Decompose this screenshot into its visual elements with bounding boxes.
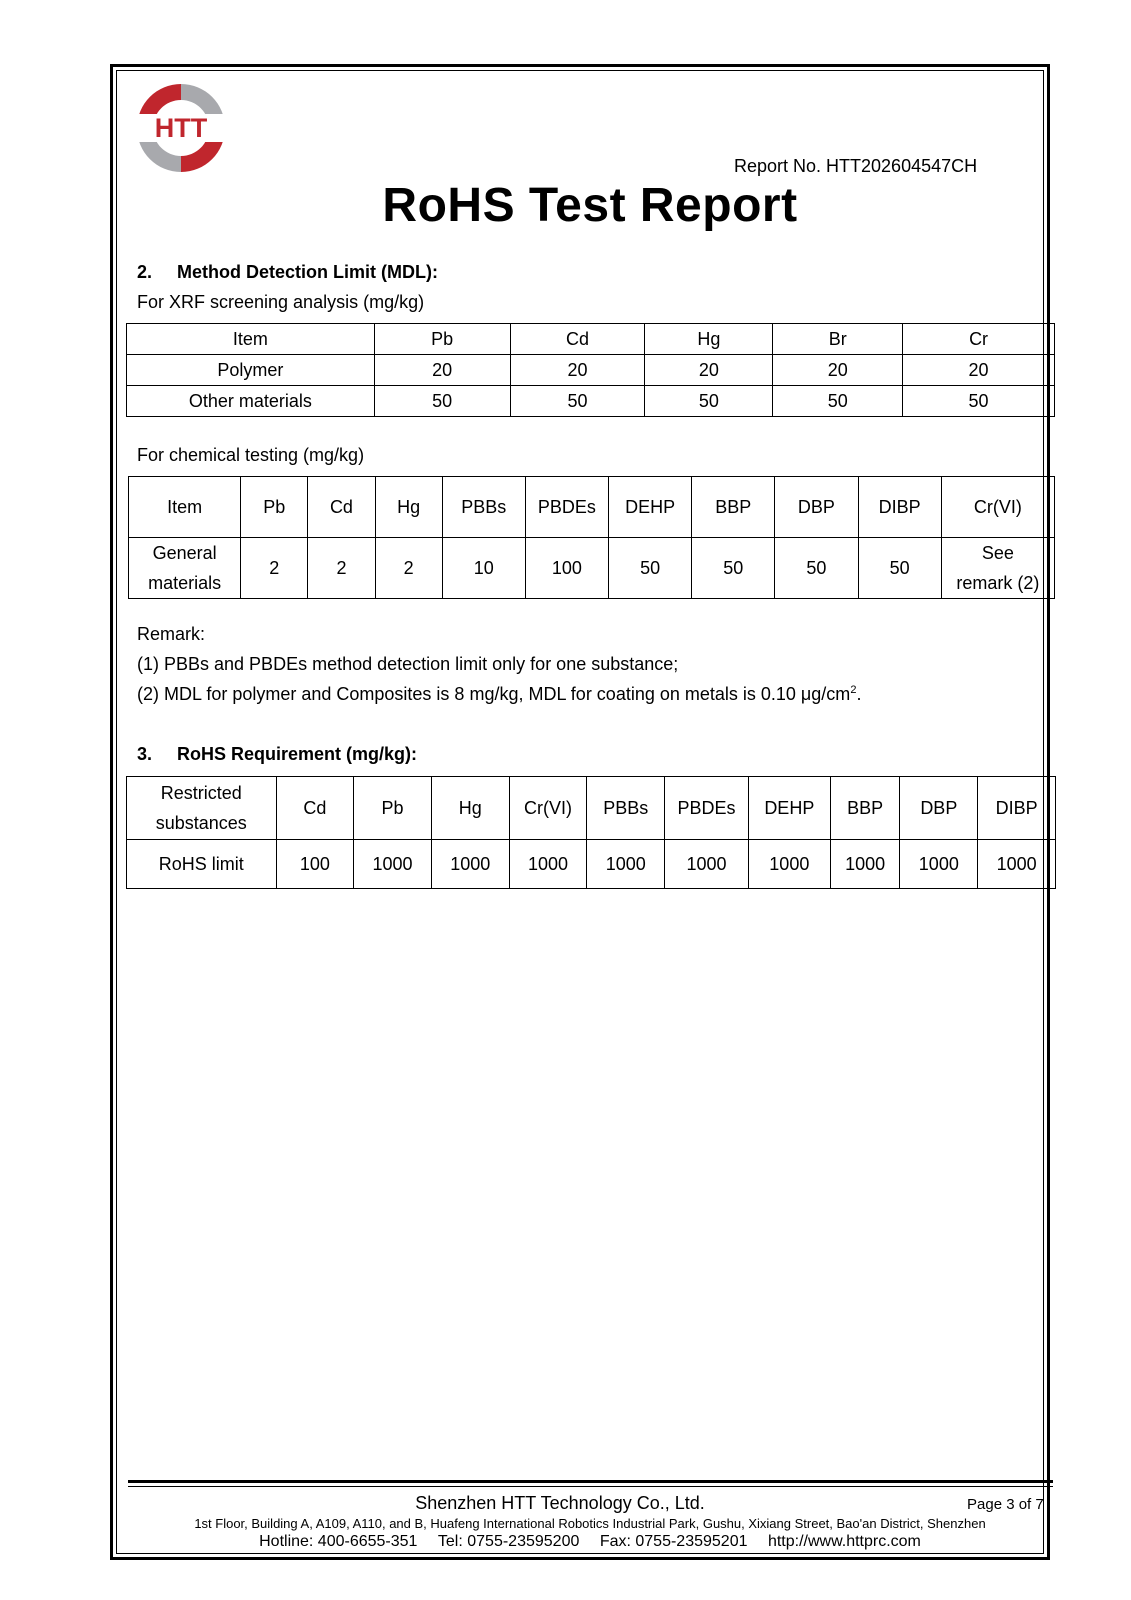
table-cell: Pb: [241, 477, 308, 538]
table-cell: DIBP: [858, 477, 941, 538]
table-cell: Item: [127, 324, 375, 355]
table-cell: Cd: [276, 777, 354, 840]
table-cell: 1000: [431, 840, 509, 889]
xrf-caption: For XRF screening analysis (mg/kg): [137, 292, 425, 312]
table-cell: 20: [510, 355, 645, 386]
table-cell: 50: [510, 386, 645, 417]
table-cell: 100: [276, 840, 354, 889]
table-cell: DBP: [775, 477, 858, 538]
table-cell: 1000: [665, 840, 749, 889]
table-cell: 50: [374, 386, 510, 417]
footer-divider: [128, 1480, 1053, 1483]
remark-2-text: (2) MDL for polymer and Composites is 8 mg/kg, MDL for coating on metals is 0.10 μg/cm: [137, 684, 851, 704]
header-line: Restricted: [160, 783, 242, 803]
table-cell: Cd: [510, 324, 645, 355]
remark-ref-line: remark (2): [956, 573, 1040, 593]
table-cell: RoHS limit: [127, 840, 277, 889]
table-row: [127, 355, 1055, 386]
table-cell: 20: [903, 355, 1055, 386]
table-cell: 50: [609, 538, 692, 599]
item-line: General: [152, 543, 217, 563]
table-cell: Br: [773, 324, 903, 355]
table-cell: 1000: [900, 840, 978, 889]
table-cell: 1000: [830, 840, 900, 889]
table-cell: [129, 538, 241, 599]
header-line: substances: [155, 813, 247, 833]
table-cell: 50: [692, 538, 775, 599]
remark-1: (1) PBBs and PBDEs method detection limit only for one substance;: [137, 654, 679, 674]
page-title: RoHS Test Report: [382, 179, 798, 232]
footer-company: Shenzhen HTT Technology Co., Ltd.: [415, 1493, 705, 1513]
table-cell: 20: [773, 355, 903, 386]
footer-contact: [0, 1533, 1131, 1551]
footer-hotline: Hotline: 400-6655-351: [259, 1533, 418, 1550]
table-cell: Polymer: [127, 355, 375, 386]
table-cell: PBDEs: [665, 777, 749, 840]
rohs-requirement-table: [126, 776, 1056, 889]
xrf-mdl-table: [126, 323, 1055, 417]
table-cell: Pb: [374, 324, 510, 355]
table-cell: 2: [308, 538, 375, 599]
footer-tel: Tel: 0755-23595200: [437, 1533, 580, 1550]
table-cell: 50: [645, 386, 773, 417]
table-cell: 1000: [509, 840, 587, 889]
superscript: 2: [850, 684, 857, 696]
table-cell: [941, 538, 1054, 599]
table-cell: Hg: [375, 477, 442, 538]
table-cell: 2: [241, 538, 308, 599]
table-cell: 100: [525, 538, 608, 599]
table-cell: 50: [775, 538, 858, 599]
table-cell: Item: [129, 477, 241, 538]
table-cell: Other materials: [127, 386, 375, 417]
table-cell: BBP: [830, 777, 900, 840]
table-cell: [127, 777, 277, 840]
section-2-heading: [137, 262, 438, 283]
table-cell: 1000: [748, 840, 830, 889]
table-row: [127, 386, 1055, 417]
table-cell: DBP: [900, 777, 978, 840]
section-number: 2.: [137, 262, 153, 282]
report-number: Report No. HTT202604547CH: [734, 156, 978, 176]
remark-2: [137, 684, 861, 705]
table-cell: 2: [375, 538, 442, 599]
table-cell: Pb: [354, 777, 432, 840]
table-cell: 1000: [354, 840, 432, 889]
table-cell: Hg: [645, 324, 773, 355]
page-number: Page 3 of 7: [967, 1496, 1044, 1513]
table-header-row: [127, 324, 1055, 355]
remark-label: Remark:: [137, 624, 206, 644]
table-cell: 50: [858, 538, 941, 599]
table-cell: 1000: [587, 840, 665, 889]
footer-address: 1st Floor, Building A, A109, A110, and B, Huafeng International Robotics Industrial Park, Gushu, Xixiang Street, Bao'an District, Shenzhen: [194, 1516, 986, 1531]
table-cell: 50: [903, 386, 1055, 417]
table-header-row: [129, 477, 1055, 538]
section-3-heading: [137, 744, 417, 765]
item-line: materials: [148, 573, 222, 593]
footer-fax: Fax: 0755-23595201: [599, 1533, 748, 1550]
remark-2-end: .: [856, 684, 862, 704]
table-cell: DEHP: [609, 477, 692, 538]
table-cell: Cd: [308, 477, 375, 538]
table-cell: DIBP: [978, 777, 1056, 840]
table-cell: PBBs: [442, 477, 525, 538]
table-row: [129, 538, 1055, 599]
section-number: 3.: [137, 744, 153, 764]
table-cell: 10: [442, 538, 525, 599]
table-cell: PBBs: [587, 777, 665, 840]
htt-logo: [133, 80, 229, 176]
table-cell: PBDEs: [525, 477, 608, 538]
table-cell: 1000: [978, 840, 1056, 889]
table-cell: BBP: [692, 477, 775, 538]
chem-mdl-table: [128, 476, 1055, 599]
logo-text: HTT: [154, 113, 208, 143]
table-cell: Cr(VI): [941, 477, 1054, 538]
table-cell: DEHP: [748, 777, 830, 840]
footer-divider: [128, 1486, 1053, 1487]
section-title: Method Detection Limit (MDL):: [177, 262, 438, 282]
remark-ref-line: See: [981, 543, 1014, 563]
table-header-row: [127, 777, 1056, 840]
table-cell: 50: [773, 386, 903, 417]
table-row: [127, 840, 1056, 889]
table-cell: 20: [374, 355, 510, 386]
table-cell: 20: [645, 355, 773, 386]
footer-website-link[interactable]: http://www.httprc.com: [767, 1533, 921, 1550]
table-cell: Hg: [431, 777, 509, 840]
table-cell: Cr: [903, 324, 1055, 355]
chem-caption: For chemical testing (mg/kg): [137, 445, 365, 465]
table-cell: Cr(VI): [509, 777, 587, 840]
section-title: RoHS Requirement (mg/kg):: [177, 744, 418, 764]
